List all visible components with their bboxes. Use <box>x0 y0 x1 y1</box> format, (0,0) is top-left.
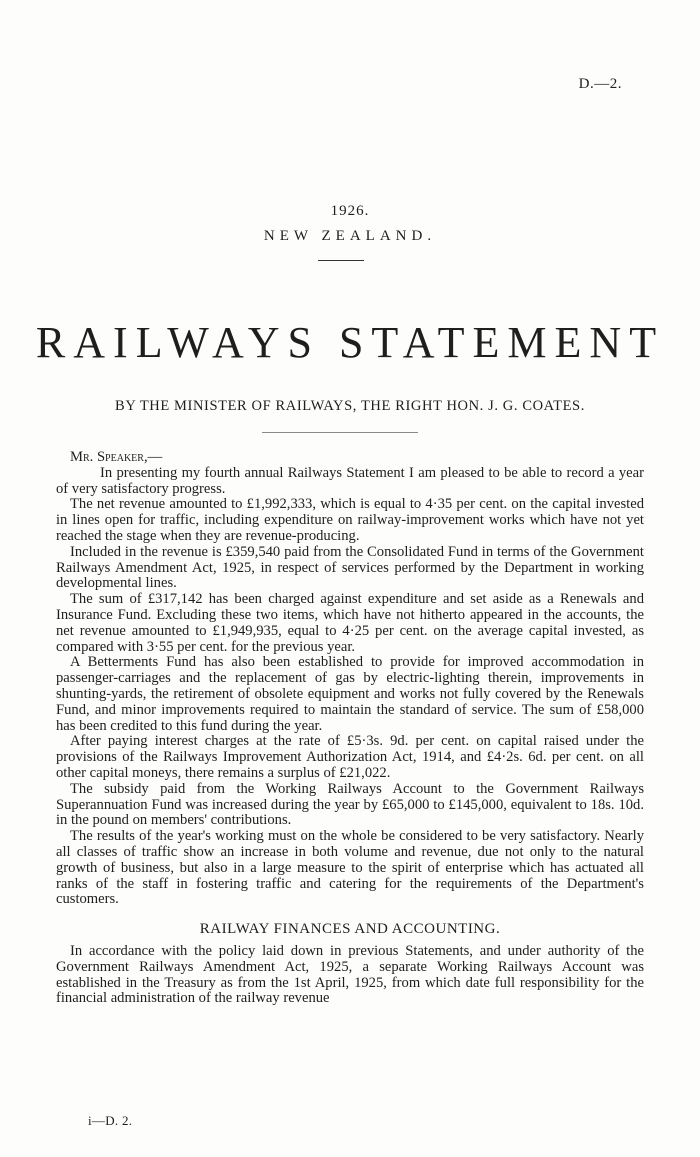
document-reference: D.—2. <box>578 76 622 92</box>
paragraph: Included in the revenue is £359,540 paid from the Consolidated Fund in terms of the Government Railways Amendment Act, 1925, in respect of services performed by the Department in working developmental lines. <box>56 543 644 592</box>
paragraph: A Betterments Fund has also been established to provide for improved accommodation in passenger-carriages and the replacement of gas by electric-lighting therein, improvements in shunting-yards, the retirement of obsolete equipment and works not fully covered by the Renewals Fund, and minor improvements required to maintain the standard of service. The sum of £58,000 has been credited to this fund during the year. <box>56 654 644 734</box>
paragraph: The sum of £317,142 has been charged against expenditure and set aside as a Renewals and Insurance Fund. Excluding these two items, which have not hitherto appeared in the accounts, the net revenue amounted to £1,949,935, equal to 4·25 per cent. on the average capital invested, as compared with 3·55 per cent. for the previous year. <box>56 591 644 655</box>
salutation: Mr. Speaker,— <box>70 449 163 465</box>
paragraph: After paying interest charges at the rate of £5·3s. 9d. per cent. on capital raised under the provisions of the Railways Improvement Authorization Act, 1914, and £4·2s. 6d. per cent. on all other capital moneys, there remains a surplus of £21,022. <box>56 733 644 781</box>
long-divider <box>262 432 418 433</box>
byline: BY THE MINISTER OF RAILWAYS, THE RIGHT HON. J. G. COATES. <box>115 398 585 414</box>
paragraph: The net revenue amounted to £1,992,333, which is equal to 4·35 per cent. on the capital invested in lines open for traffic, including expenditure on railway-improvement works which have not yet reached the stage when they are revenue-producing. <box>56 496 644 544</box>
paragraph: In accordance with the policy laid down in previous Statements, and under authority of the Government Railways Amendment Act, 1925, a separate Working Railways Account was established in the Treasury as from the 1st April, 1925, from which date full responsibility for the financial administration of the railway revenue <box>56 942 644 1007</box>
paragraph: The subsidy paid from the Working Railways Account to the Government Railways Superannuation Fund was increased during the year by £65,000 to £145,000, equivalent to 18s. 10d. in the pound on members' contributions. <box>56 780 644 829</box>
page-folio: i—D. 2. <box>88 1113 133 1128</box>
page-title: RAILWAYS STATEMENT <box>35 318 665 367</box>
paragraph: The results of the year's working must on the whole be considered to be very satisfactory. Nearly all classes of traffic show an increase in both volume and revenue, due not only to the natural growth of business, but also in a large measure to the spirit of enterprise which has actuated all ranks of the staff in fostering traffic and catering for the requirements of the Department's customers. <box>56 828 644 908</box>
document-year: 1926. <box>330 203 370 219</box>
short-divider <box>318 260 364 261</box>
paragraph: In presenting my fourth annual Railways Statement I am pleased to be able to record a year of very satisfactory progress. <box>56 464 644 497</box>
body-text <box>56 450 644 1007</box>
section-heading: RAILWAY FINANCES AND ACCOUNTING. <box>199 921 501 938</box>
country-heading: NEW ZEALAND. <box>263 228 437 244</box>
